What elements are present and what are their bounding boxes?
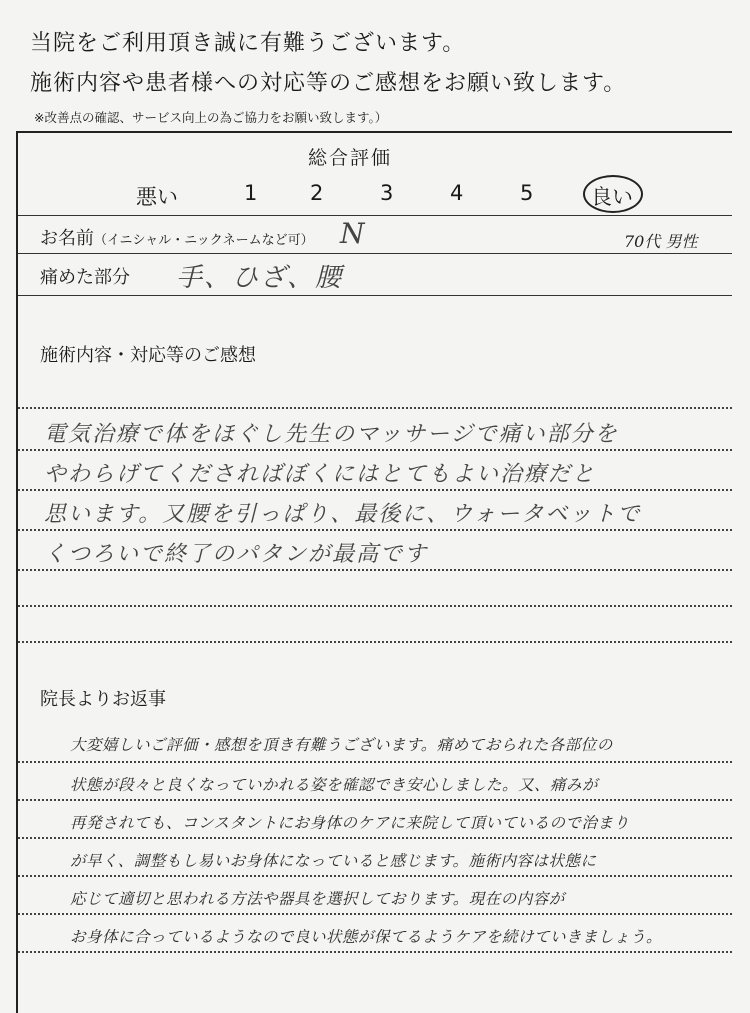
rating-option-4[interactable]: 4	[450, 181, 464, 205]
reply-line-5: 応じて適切と思われる方法や器具を選択しております。現在の内容が	[70, 890, 565, 908]
survey-form	[16, 131, 732, 1013]
reply-line-4: が早く、調整もし易いお身体になっていると感じます。施術内容は状態に	[70, 852, 597, 870]
reply-line-1: 大変嬉しいご評価・感想を頂き有難うございます。痛めておられた各部位の	[70, 736, 613, 754]
reply-line-2: 状態が段々と良くなっていかれる姿を確認でき安心しました。又、痛みが	[70, 776, 599, 794]
ruled-line	[18, 837, 732, 839]
ruled-line	[18, 799, 732, 801]
ruled-line	[18, 489, 732, 491]
divider	[18, 253, 732, 254]
reply-line-3: 再発されても、コンスタントにお身体のケアに来院して頂いているので治まり	[70, 814, 630, 832]
rating-selected-circle	[583, 175, 643, 213]
rating-scale	[136, 181, 656, 211]
rating-option-2[interactable]: 2	[310, 181, 324, 205]
name-label	[40, 224, 314, 250]
rating-option-1[interactable]: 1	[244, 181, 258, 205]
header-note: ※改善点の確認、サービス向上の為ご協力をお願い致します。）	[34, 110, 388, 125]
header-request: 施術内容や患者様への対応等のご感想をお願い致します。	[30, 71, 627, 96]
rating-option-5[interactable]: 5	[520, 181, 534, 205]
ruled-line	[18, 913, 732, 915]
ruled-line	[18, 641, 732, 643]
ruled-line	[18, 407, 732, 409]
pain-label: 痛めた部分	[40, 267, 130, 288]
header-greeting: 当院をご利用頂き誠に有難うございます。	[30, 31, 466, 56]
name-label-text: お名前	[40, 228, 94, 249]
reply-line-6: お身体に合っているようなので良い状態が保てるようケアを続けていきましょう。	[70, 928, 663, 946]
ruled-line	[18, 875, 732, 877]
ruled-line	[18, 569, 732, 571]
feedback-line-4[interactable]: くつろいで終了のパタンが最高です	[44, 542, 429, 567]
ruled-line	[18, 529, 732, 531]
rating-title: 総合評価	[308, 147, 393, 169]
divider	[18, 295, 732, 296]
divider	[18, 215, 732, 216]
reply-label: 院長よりお返事	[40, 689, 166, 710]
pain-value[interactable]: 手、ひざ、腰	[176, 263, 343, 293]
name-value[interactable]: N	[340, 217, 367, 250]
name-hint: （イニシャル・ニックネームなど可）	[94, 233, 314, 248]
feedback-line-3[interactable]: 思います。又腰を引っぱり、最後に、ウォータベットで	[44, 502, 642, 527]
ruled-line	[18, 605, 732, 607]
feedback-line-1[interactable]: 電気治療で体をほぐし先生のマッサージで痛い部分を	[44, 422, 619, 447]
rating-low-label: 悪い	[136, 185, 178, 209]
ruled-line	[18, 449, 732, 451]
rating-option-3[interactable]: 3	[380, 181, 394, 205]
ruled-line	[18, 951, 732, 953]
feedback-line-2[interactable]: やわらげてくださればぼくにはとてもよい治療だと	[44, 462, 597, 487]
age-gender-value[interactable]: 70代 男性	[624, 232, 698, 251]
ruled-line	[18, 761, 732, 763]
rating-high-label[interactable]: 良い	[591, 185, 633, 209]
feedback-label: 施術内容・対応等のご感想	[40, 345, 256, 366]
